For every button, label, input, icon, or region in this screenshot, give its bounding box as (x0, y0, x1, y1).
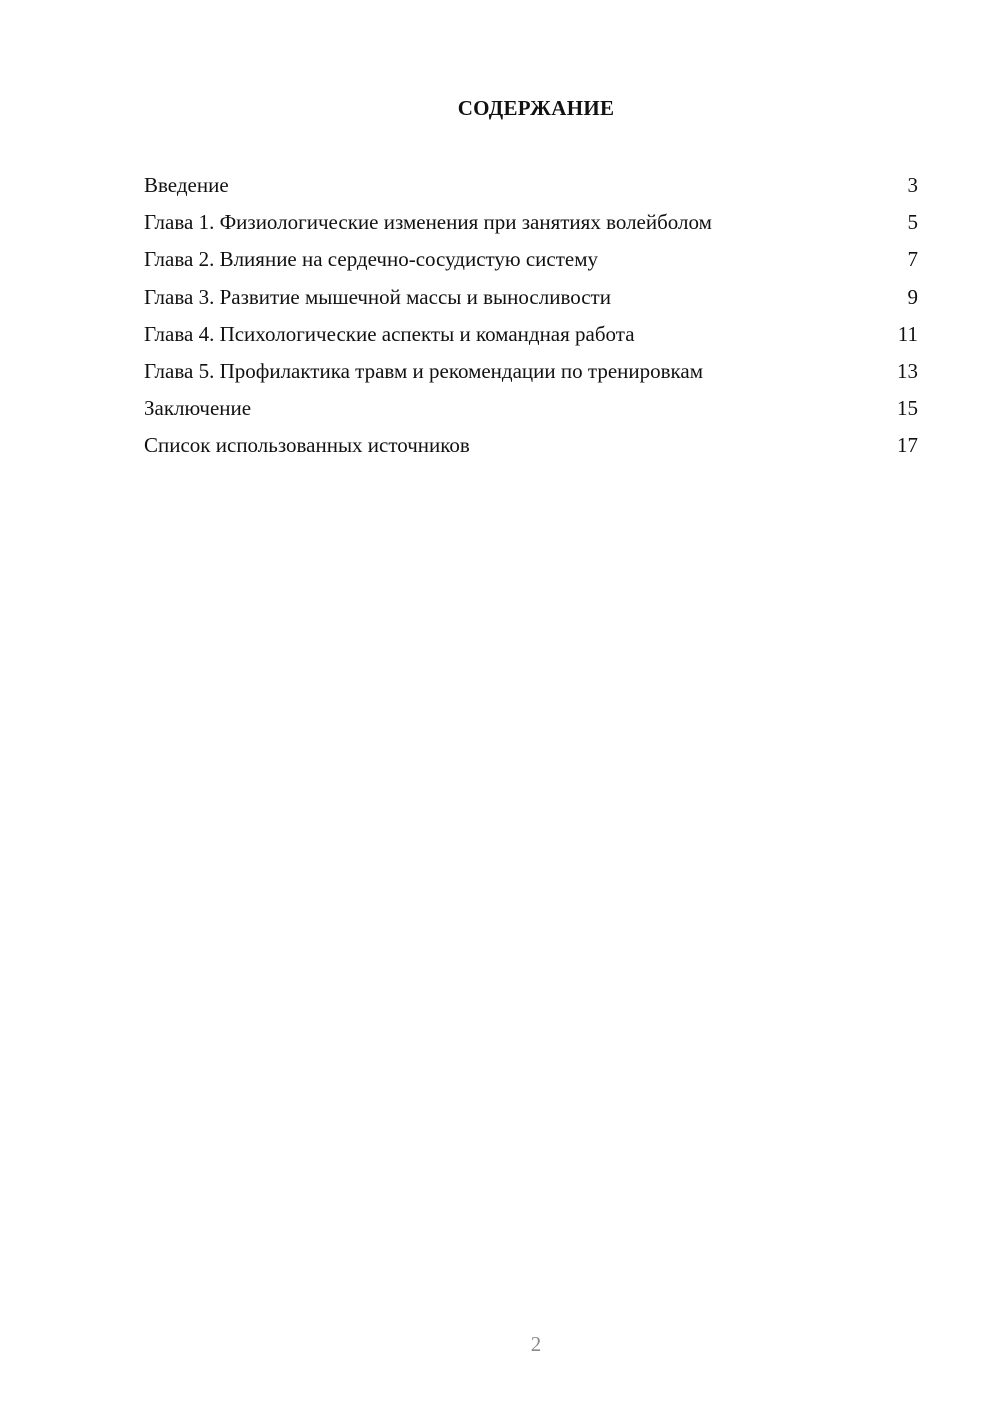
toc-entry-page: 13 (897, 358, 918, 383)
toc-entry (144, 282, 918, 319)
toc-entry-title: Глава 3. Развитие мышечной массы и выносливости (144, 284, 611, 309)
toc-entry (144, 393, 918, 430)
table-of-contents (144, 170, 918, 468)
toc-entry-title: Заключение (144, 396, 252, 421)
toc-entry-title: Введение (144, 173, 229, 197)
toc-entry-page: 11 (897, 321, 918, 346)
toc-entry-page: 15 (897, 396, 918, 421)
toc-entry (144, 244, 918, 281)
toc-entry (144, 207, 918, 244)
toc-entry-page: 5 (907, 210, 918, 235)
toc-entry-title: Глава 5. Профилактика травм и рекомендации по тренировкам (144, 358, 704, 383)
toc-entry-page: 9 (907, 284, 918, 309)
toc-entry-title: Глава 1. Физиологические изменения при занятиях волейболом (144, 210, 712, 235)
toc-entry (144, 170, 918, 207)
toc-entry-title: Глава 4. Психологические аспекты и командная работа (144, 321, 635, 346)
toc-entry-page: 17 (897, 433, 918, 458)
toc-entry (144, 430, 918, 467)
toc-entry-title: Глава 2. Влияние на сердечно-сосудистую систему (144, 247, 599, 272)
toc-entry-page: 3 (907, 173, 918, 197)
toc-entry (144, 319, 918, 356)
toc-entry-title: Список использованных источников (144, 433, 470, 458)
page-number: 2 (530, 1332, 542, 1356)
page-title: СОДЕРЖАНИЕ (457, 96, 615, 120)
toc-entry (144, 356, 918, 393)
toc-entry-page: 7 (907, 247, 918, 272)
